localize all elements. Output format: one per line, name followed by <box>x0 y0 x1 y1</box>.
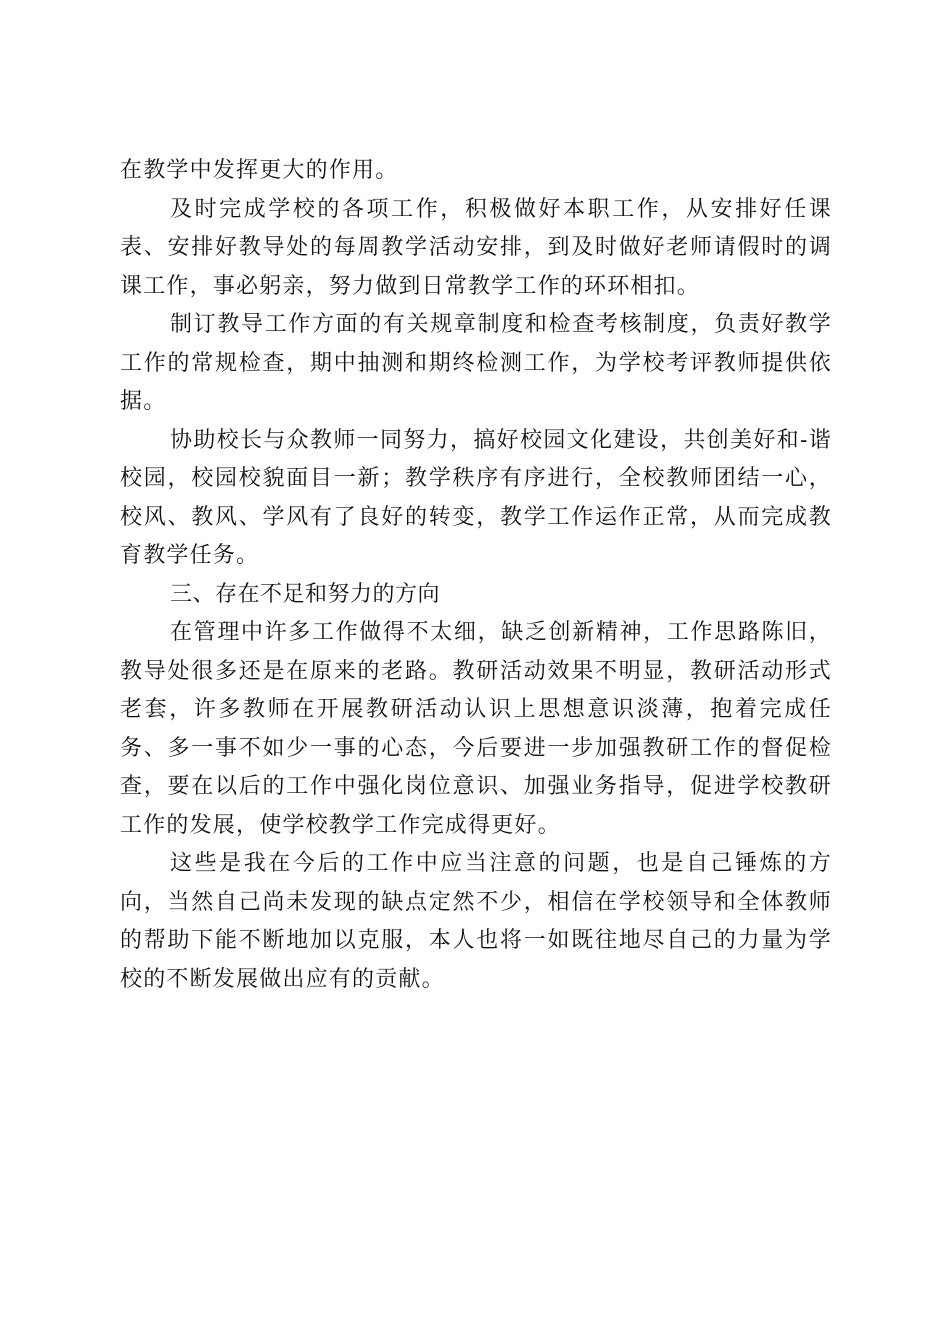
section-heading: 三、存在不足和努力的方向 <box>170 581 441 607</box>
paragraph-campus-culture: 协助校长与众教师一同努力，搞好校园文化建设，共创美好和-谐校园，校园校貌面目一新；教学秩序有序进行，全校教师团结一心，校风、教风、学风有了良好的转变，教学工作运作正常，从而完成教育教学任务。 <box>120 427 832 568</box>
paragraph-continuation: 在教学中发挥更大的作用。 <box>120 158 399 183</box>
paragraph-direction: 这些是我在今后的工作中应当注意的问题，也是自己锤炼的方向，当然自己尚未发现的缺点定然不少，相信在学校领导和全体教师的帮助下能不断地加以克服，本人也将一如既往地尽自己的力量为学校的不断发展做出应有的贡献。 <box>120 851 832 992</box>
paragraph-regulations: 制订教导工作方面的有关规章制度和检查考核制度，负责好教学工作的常规检查，期中抽测和期终检测工作，为学校考评教师提供依据。 <box>120 312 832 414</box>
document-body <box>120 152 832 999</box>
paragraph-shortcomings: 在管理中许多工作做得不太细，缺乏创新精神，工作思路陈旧，教导处很多还是在原来的老路。教研活动效果不明显，教研活动形式老套，许多教师在开展教研活动认识上思想意识淡薄，抱着完成任务、多一事不如少一事的心态，今后要进一步加强教研工作的督促检查，要在以后的工作中强化岗位意识、加强业务指导，促进学校教研工作的发展，使学校教学工作完成得更好。 <box>120 620 832 838</box>
paragraph-daily-work: 及时完成学校的各项工作，积极做好本职工作，从安排好任课表、安排好教导处的每周教学活动安排，到及时做好老师请假时的调课工作，事必躬亲，努力做到日常教学工作的环环相扣。 <box>120 196 832 299</box>
